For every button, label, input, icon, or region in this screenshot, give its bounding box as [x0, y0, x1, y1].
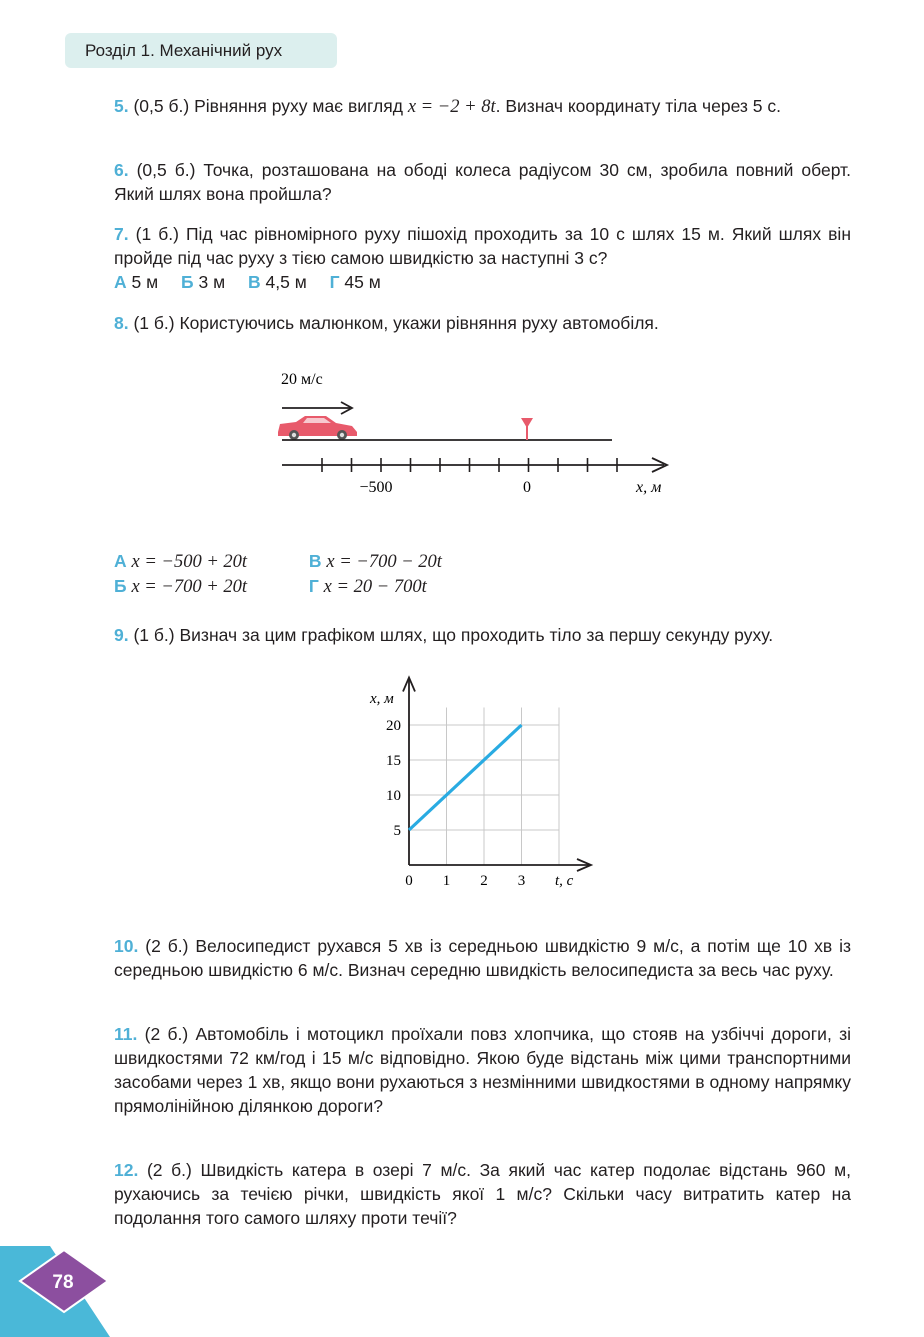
option-value: 5 м — [131, 272, 159, 292]
task-number: 7. — [114, 224, 129, 244]
y-tick-label: 10 — [386, 788, 401, 804]
y-tick-label: 5 — [393, 823, 401, 839]
option-letter: Г — [308, 576, 319, 596]
option-value: x = −500 + 20t — [131, 552, 248, 572]
option-value: x = −700 − 20t — [326, 552, 442, 572]
option-letter: Б — [114, 576, 127, 596]
y-axis-label: x, м — [370, 691, 394, 707]
task-text: Рівняння руху має вигляд — [194, 96, 403, 116]
page-number: 78 — [52, 1272, 74, 1293]
car-icon — [278, 416, 357, 440]
option-value: x = −700 + 20t — [131, 577, 248, 597]
tick-label-minus500: −500 — [359, 479, 393, 496]
option-letter: В — [248, 272, 261, 292]
option-letter: А — [114, 551, 127, 571]
x-tick-label: 1 — [442, 873, 451, 889]
task-number: 9. — [114, 625, 129, 645]
task-text: (0,5 б.) Точка, розташована на ободі колеса радіусом 30 см, зробила повний оберт. Який шлях вона пройшла? — [114, 160, 851, 204]
task-9 — [114, 623, 851, 647]
task-10 — [114, 934, 851, 982]
x-tick-label: 3 — [517, 873, 526, 889]
option-letter: В — [308, 551, 322, 571]
task-text: . Визнач координату тіла через 5 с. — [495, 96, 782, 116]
task-number: 6. — [114, 160, 129, 180]
task-number: 8. — [114, 313, 129, 333]
option-letter: А — [114, 272, 127, 292]
section-header: Розділ 1. Механічний рух — [65, 33, 337, 68]
x-axis-label: t, с — [555, 873, 574, 889]
x-tick-label: 2 — [480, 873, 488, 889]
task-text: (2 б.) Велосипедист рухався 5 хв із середньою швидкістю 9 м/с, а потім ще 10 хв із середньою швидкістю 6 м/с. Визнач середню швидкість велосипедиста за весь час руху. — [114, 936, 851, 980]
tick-label-zero: 0 — [523, 479, 531, 496]
page-number-badge — [0, 1246, 110, 1337]
task-text: (1 б.) Під час рівномірного руху пішохід проходить за 10 с шлях 15 м. Який шлях він пройде під час руху з тією самою швидкістю за наступні 3 с? — [114, 224, 851, 268]
task-number: 10. — [114, 936, 139, 956]
task-text: (2 б.) Швидкість катера в озері 7 м/с. За який час катер подолає відстань 960 м, рухаючись за течією річки, швидкість якої 1 м/с? Скільки часу витратить катер на подолання того самого шляху проти течії? — [114, 1160, 851, 1228]
chart-grid — [409, 708, 559, 866]
task-number: 5. — [114, 96, 129, 116]
option-letter: Б — [181, 272, 194, 292]
task-11 — [114, 1022, 851, 1118]
task-12 — [114, 1158, 851, 1230]
position-time-chart — [340, 675, 610, 905]
chart-tick-labels — [386, 718, 525, 889]
car-axis-figure — [0, 0, 924, 520]
x-tick-label: 0 — [405, 873, 413, 889]
task-text: (1 б.) Користуючись малюнком, укажи рівняння руху автомобіля. — [133, 313, 659, 333]
option-value: 4,5 м — [265, 272, 307, 292]
chart-axes — [403, 678, 591, 872]
y-tick-label: 15 — [386, 753, 401, 769]
task-number: 11. — [114, 1024, 138, 1044]
marker-flag-icon — [521, 418, 533, 440]
y-tick-label: 20 — [386, 718, 401, 734]
series-line — [409, 725, 522, 830]
axis-label: x, м — [636, 479, 662, 496]
equation: x = −2 + 8t — [407, 97, 496, 117]
task-number: 12. — [114, 1160, 139, 1180]
option-value: 3 м — [198, 272, 226, 292]
task-8-options — [114, 549, 851, 599]
option-letter: Г — [329, 272, 340, 292]
chart-series — [409, 725, 522, 830]
speed-label: 20 м/с — [281, 371, 323, 388]
task-text: (2 б.) Автомобіль і мотоцикл проїхали повз хлопчика, що стояв на узбіччі дороги, зі швидкостями 72 км/год і 15 м/с відповідно. Якою буде відстань між цими транспортними засобами через 1 хв, якщо вони рухаються з незмінними швидкостями в одному напрямку прямолінійною ділянкою дороги? — [114, 1024, 851, 1116]
task-text: (1 б.) Визнач за цим графіком шлях, що проходить тіло за першу секунду руху. — [133, 625, 774, 645]
option-value: 45 м — [344, 272, 381, 292]
option-value: x = 20 − 700t — [323, 577, 427, 597]
task-points: (0,5 б.) — [133, 96, 190, 116]
